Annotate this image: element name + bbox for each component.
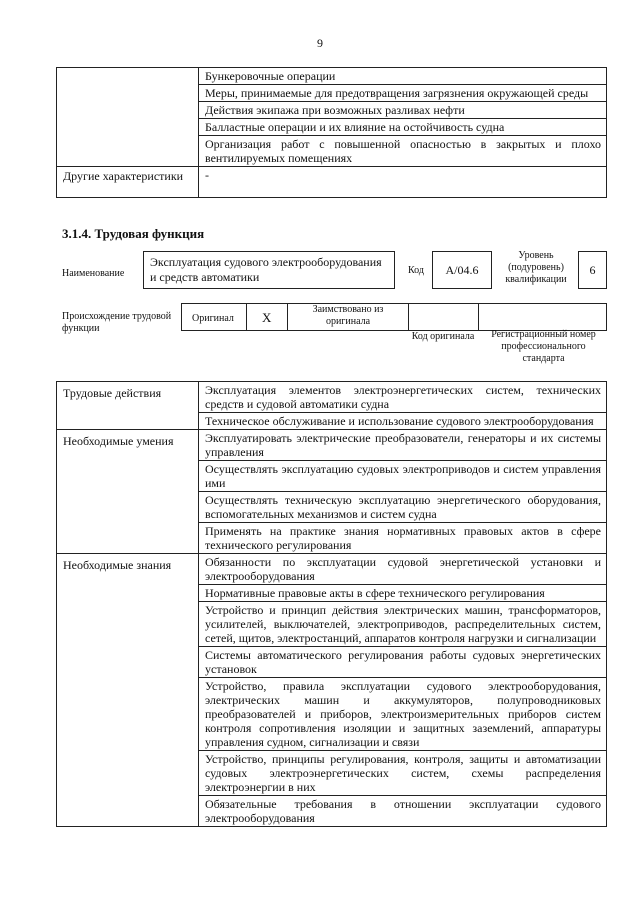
original-label: Оригинал — [192, 313, 234, 324]
characteristics-table — [56, 67, 607, 198]
divider — [246, 303, 247, 331]
table-cell: Нормативные правовые акты в сфере технического регулирования — [199, 585, 607, 602]
divider — [478, 303, 479, 331]
table-cell: Осуществлять техническую эксплуатацию энергетического оборудования, вспомогательных механизмов и систем судна — [199, 492, 607, 523]
table-cell: Эксплуатация элементов электроэнергетических систем, технических средств и судовой автоматики судна — [199, 382, 607, 413]
table-cell: Устройство и принцип действия электрических машин, трансформаторов, усилителей, выключателей, электроприводов, распределительных систем, сетей, щитов, электростанций, аппаратов контроля нагрузки и сигнализации — [199, 602, 607, 647]
table-cell: Обязательные требования в отношении эксплуатации судового электрооборудования — [199, 796, 607, 827]
labor-actions-label: Трудовые действия — [57, 382, 199, 430]
table-row — [57, 430, 607, 461]
other-characteristics-label: Другие характеристики — [57, 167, 199, 198]
table-cell: Техническое обслуживание и использование судового электрооборудования — [199, 413, 607, 430]
table-row — [57, 382, 607, 413]
table-cell: Системы автоматического регулирования работы судовых энергетических установок — [199, 647, 607, 678]
table-cell: Применять на практике знания нормативных правовых актов в сфере технического регулирования — [199, 523, 607, 554]
function-code: A/04.6 — [432, 251, 492, 289]
other-characteristics-value: - — [199, 167, 607, 198]
page-number: 9 — [317, 36, 323, 50]
reg-number-label: Регистрационный номер профессионального стандарта — [491, 329, 596, 364]
borrowed-label: Заимствовано из оригинала — [312, 304, 384, 327]
table-cell: Меры, принимаемые для предотвращения загрязнения окружающей среды — [199, 85, 607, 102]
empty-label-cell — [57, 68, 199, 167]
code-label: Код — [408, 265, 424, 276]
divider — [408, 303, 409, 331]
table-cell: Действия экипажа при возможных разливах нефти — [199, 102, 607, 119]
function-details-table — [56, 381, 607, 827]
origin-label: Происхождение трудовой функции — [62, 311, 172, 334]
original-mark: X — [262, 310, 272, 325]
table-cell: Устройство, принципы регулирования, контроля, защиты и автоматизации судовых электроэнергетических систем, схемы распределения электроэнергии в них — [199, 751, 607, 796]
level-value: 6 — [578, 251, 607, 289]
table-cell: Обязанности по эксплуатации судовой энергетической установки и электрооборудования — [199, 554, 607, 585]
table-cell: Балластные операции и их влияние на остойчивость судна — [199, 119, 607, 136]
table-cell: Осуществлять эксплуатацию судовых электроприводов и систем управления ими — [199, 461, 607, 492]
table-cell: Организация работ с повышенной опасностью в закрытых и плохо вентилируемых помещениях — [199, 136, 607, 167]
table-row — [57, 68, 607, 85]
table-row — [57, 167, 607, 198]
table-row — [57, 554, 607, 585]
table-cell: Эксплуатировать электрические преобразователи, генераторы и их системы управления — [199, 430, 607, 461]
level-label: Уровень (подуровень) квалификации — [505, 250, 567, 285]
table-cell: Устройство, правила эксплуатации судового электрооборудования, электрических машин и аккумуляторов, полупроводниковых преобразователей и приборов, электроизмерительных приборов систем контроля сопротивления изоляции и защитных заземлений, аппаратуры управления судном, сигнализации и связи — [199, 678, 607, 751]
required-knowledge-label: Необходимые знания — [57, 554, 199, 827]
required-skills-label: Необходимые умения — [57, 430, 199, 554]
code-original-label: Код оригинала — [411, 331, 475, 342]
table-cell: Бункеровочные операции — [199, 68, 607, 85]
divider — [287, 303, 288, 331]
name-label: Наименование — [62, 268, 125, 279]
function-name: Эксплуатация судового электрооборудования и средств автоматики — [143, 251, 395, 289]
section-title: 3.1.4. Трудовая функция — [62, 226, 205, 241]
